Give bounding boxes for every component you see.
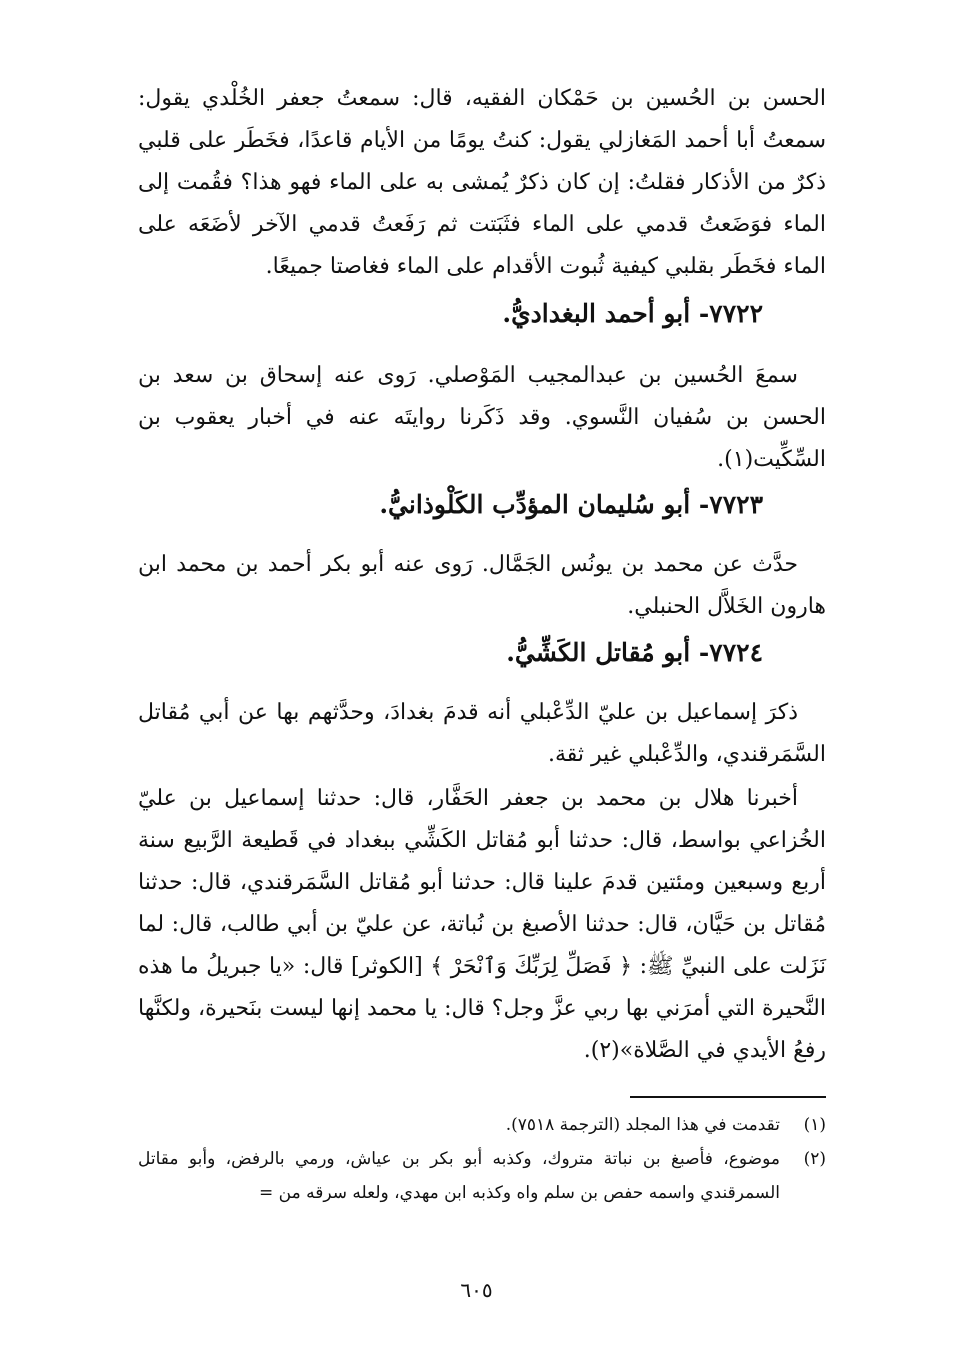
paragraph-text: سمعَ الحُسين بن عبدالمجيب المَوْصلي. رَوى عنه إسحاق بن سعد بن الحسن بن سُفيان النَّسوي. وقد ذَكَرنا روايتَه عنه في أخبار يعقوب بن السِّكِّيت(١). xyxy=(138,363,826,472)
paragraph-entry-7722 xyxy=(138,355,826,481)
footnote-separator xyxy=(630,1096,826,1098)
paragraph-text: الحسن بن الحُسين بن حَمْكان الفقيه، قال: سمعتُ جعفر الخُلْدي يقول: سمعتُ أبا أحمد المَغازلي يقول: كنتُ يومًا من الأيام قاعدًا، فخَطَر على قلبي ذكرٌ من الأذكار فقلتُ: إن كان ذكرٌ يُمشى به على الماء فهو هذا؟ فقُمت إلى الماء فوَضَعتُ قدمي على الماء فثَبَتت ثم رَفَعتُ قدمي الآخر لأضَعَه على الماء فخَطَر بقلبي كيفية ثُبوت الأقدام على الماء فغاصتا جميعًا. xyxy=(138,86,826,279)
paragraph-opening xyxy=(138,78,826,288)
footnote-text: موضوع، فأصبغ بن نباتة متروك، وكذبه أبو بكر بن عياش، ورمي بالرفض، وأبو مقاتل السمرقندي واسمه حفص بن سلم واه وكذبه ابن مهدي، ولعله سرقه من = xyxy=(138,1149,780,1203)
entry-heading-7724: ٧٧٢٤- أبو مُقاتل الكَشِّيُّ. xyxy=(506,638,763,667)
entry-heading-7722: ٧٧٢٢- أبو أحمد البغداديُّ. xyxy=(502,299,763,328)
footnote-number: (١) xyxy=(803,1115,826,1135)
footnotes xyxy=(138,1108,826,1210)
footnote-text: تقدمت في هذا المجلد (الترجمة ٧٥١٨). xyxy=(505,1115,780,1135)
footnote-1 xyxy=(138,1108,826,1142)
paragraph-hadith xyxy=(138,778,826,1072)
entry-heading-7723: ٧٧٢٣- أبو سُليمان المؤدِّب الكَلْوذانيُّ. xyxy=(379,490,763,519)
paragraph-entry-7723 xyxy=(138,544,826,628)
page-number: ٦٠٥ xyxy=(460,1278,493,1302)
footnote-number: (٢) xyxy=(803,1149,826,1169)
paragraph-entry-7724 xyxy=(138,692,826,776)
paragraph-text: ذكرَ إسماعيل بن عليّ الدِّعْبلي أنه قدمَ بغدادَ، وحدَّثهم بها عن أبي مُقاتل السَّمَرقندي، والدِّعْبلي غير ثقة. xyxy=(138,700,826,767)
paragraph-text: أخبرنا هلال بن محمد بن جعفر الحَفَّار، قال: حدثنا إسماعيل بن عليّ الخُزاعي بواسط، قال: حدثنا أبو مُقاتل الكَشِّي ببغداد في قَطيعة الرَّبيع سنة أربع وسبعين ومئتين قدمَ علينا قال: حدثنا أبو مُقاتل السَّمَرقندي، قال: حدثنا مُقاتل بن حَيَّان، قال: حدثنا الأصبغ بن نُباتة، عن عليّ بن أبي طالب، قال: لما نَزَلت على النبيِّ ﷺ: ﴿ فَصَلِّ لِرَبِّكَ وَٱنْحَرْ ﴾ [الكوثر] قال: «يا جبريلُ ما هذه النَّحيرة التي أمرَني بها ربي عزَّ وجل؟ قال: يا محمد إنها ليست بنَحيرة، ولكنَّها رفعُ الأيدي في الصَّلاة»(٢). xyxy=(138,786,826,1063)
footnote-2 xyxy=(138,1142,826,1210)
paragraph-text: حدَّث عن محمد بن يونُس الجَمَّال. رَوى عنه أبو بكر أحمد بن محمد ابن هارون الخَلاَّل الحنبلي. xyxy=(138,552,826,619)
